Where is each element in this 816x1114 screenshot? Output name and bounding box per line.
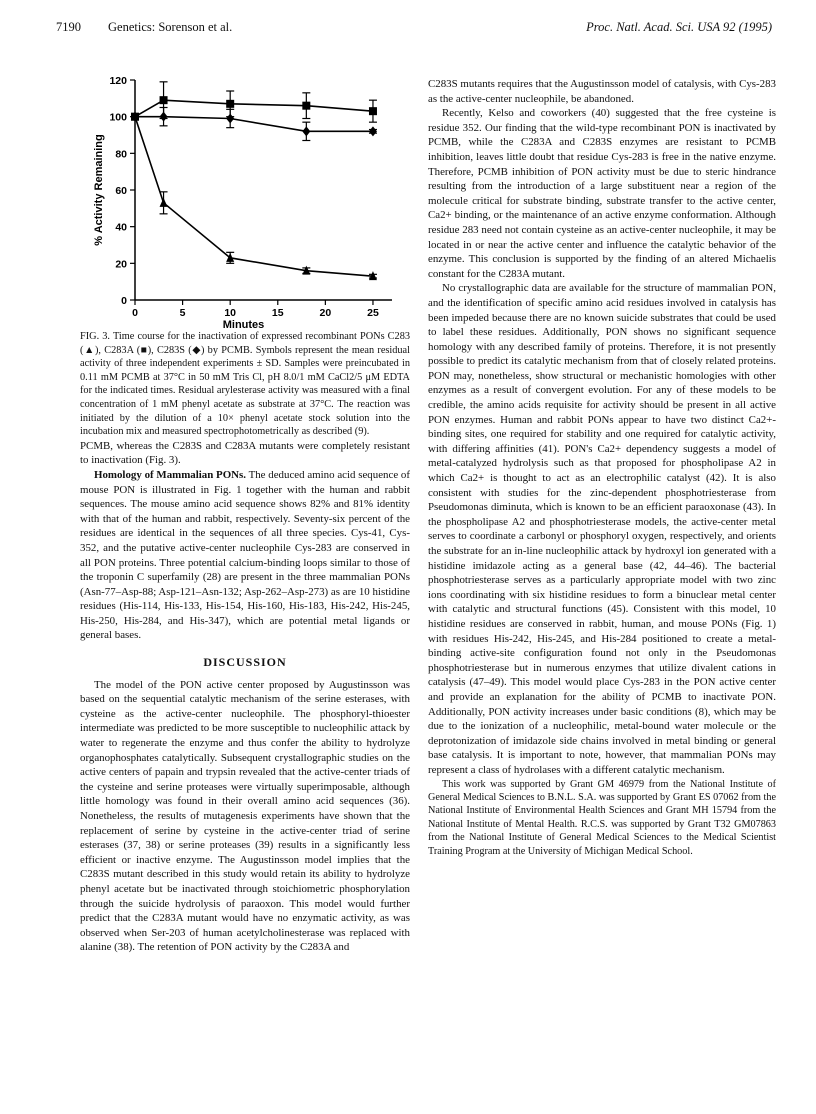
right-paragraph-0: C283S mutants requires that the Augustinsson model of catalysis, with Cys-283 as the active-center nucleophile, be abandoned. — [428, 78, 776, 105]
y-tick-label: 40 — [115, 221, 127, 234]
homology-heading: Homology of Mammalian PONs. — [94, 468, 246, 481]
right-column — [428, 77, 776, 858]
discussion-paragraph-1: The model of the PON active center proposed by Augustinsson was based on the sequential catalytic mechanism of the serine esterases, with cysteine as the active-center nucleophile. The phosphoryl-thioester intermediate was predicted to be more susceptible to nucleophilic attack by water to regenerate the enzyme and thus confer the ability to hydrolyze organophosphates catalytically. Subsequent crystallographic studies on the active centers of papain and trypsin revealed that the active-center triads of the cysteine and serine proteases were virtually superimposable, although little homology was found in their overall amino acid sequences (36). Nonetheless, the results of mutagenesis experiments have shown that the replacement of serine by cysteine in the active-center triad of serine esterases (37, 38) or serine proteases (39) results in a significantly less efficient or inactive enzyme. The Augustinsson model implies that the C283S mutant described in this study would retain its ability to hydrolyze phenyl acetate but be inactivated through stoichiometric phosphorylation through the suicide hydrolysis of paraoxon. This model would further predict that the C283A mutant would have no enzymatic activity, as was observed when Ser-203 of human acetylcholinesterase was replaced with alanine (38). The retention of PON activity by the C283A and — [80, 678, 410, 954]
marker-c283a — [302, 102, 310, 110]
marker-c283s — [369, 126, 377, 136]
y-tick-label: 80 — [115, 148, 127, 161]
homology-text: The deduced amino acid sequence of mouse PON is illustrated in Fig. 1 together with the human and rabbit sequences. The mouse amino acid sequence shows 82% and 81% identity with that of the human and rabbit, respectively. Seventy-six percent of the residues are identical in the sequences of all three species. Cys-41, Cys-352, and the putative active-center nucleophile Cys-283 are conserved in all PON proteins. Three potential calcium-binding loops similar to those of the troponin C superfamily (28) are present in the three mammalian PONs (Asn-77–Asp-88; Asp-121–Asn-132; Asp-262–Asp-273) as are 10 histidine residues (His-114, His-133, His-154, His-160, His-183, His-242, His-245, His-250, His-284, and His-347), which are potential metal ligands or general bases. — [80, 468, 410, 642]
page-header — [56, 20, 772, 40]
series-line-c283 — [135, 117, 373, 277]
series-line-c283a — [135, 100, 373, 117]
figure-caption — [80, 330, 410, 439]
marker-c283a — [369, 107, 377, 115]
x-tick-label: 15 — [271, 307, 284, 319]
marker-c283a — [226, 100, 234, 108]
left-paragraph-1: PCMB, whereas the C283S and C283A mutants were completely resistant to inactivation (Fig. 3). — [80, 439, 410, 467]
journal-section: Genetics: Sorenson et al. — [108, 20, 233, 34]
y-tick-label: 60 — [115, 185, 127, 197]
marker-c283a — [160, 96, 168, 104]
marker-c283s — [302, 126, 310, 136]
x-tick-label: 20 — [319, 307, 332, 319]
caption-text: Time course for the inactivation of expressed recombinant PONs C283 (▲), C283A (■), C283S (◆) by PCMB. Symbols represent the mean residual activity of three independent experiments ± SD. Samples were preincubated in 0.11 mM PCMB at 37°C in 50 mM Tris Cl, pH 8.0/1 mM CaCl2/5 μM EDTA for the indicated times. Residual arylesterase activity was measured with a final concentration of 1 mM phenyl acetate as substrate at 37°C. The reaction was initiated by the dilution of a 10× phenyl acetate stock solution into the incubation mix and measured spectrophotometrically as described (9). — [80, 331, 411, 438]
y-axis-label: % Activity Remaining — [93, 134, 105, 246]
homology-paragraph — [80, 468, 410, 643]
left-column — [80, 70, 410, 955]
x-tick-label: 25 — [367, 307, 379, 319]
x-axis-label: Minutes — [222, 319, 265, 330]
marker-c283 — [160, 198, 168, 207]
y-tick-label: 20 — [115, 258, 127, 271]
right-paragraph-2: No crystallographic data are available for the structure of mammalian PON, and the identification of specific amino acid residues involved in catalysis has been impeded because there are no known suicide substrates that could be used to label these residues. Additionally, PON shows no significant sequence homology with any described family of proteins. Therefore, it is not presently possible to predict its catalytic mechanism from that of closely related proteins. PON may, nonetheless, show structural or mechanistic homologies with other enzymes as a result of convergent evolution. For any of these models to be credible, the amino acids requisite for activity should be present in all active PON enzymes. Human and rabbit PONs appear to have two distinct Ca2+-binding sites, one required for stability and one required for catalytic activity, with differing affinities (41). PON's Ca2+ dependency suggests a model of metal-catalyzed hydrolysis such as that proposed for phospholipase A2 in which Ca2+ is thought to act as an electrophilic catalyst (42). It is also consistent with studies for the zinc-dependent phosphotriesterase from Pseudomonas diminuta, which is known to be an efficient paraoxonase (43). In the phospholipase A2 and phosphotriesterase models, the active-center metal serves to coordinate a carbonyl or phosphoryl oxygen, respectively, and orients the substrate for an in-line nucleophilic attack by hydroxyl ion generated with a histidine imidazole acting as a general base (42, 44–46). The bacterial phosphotriesterase serves as a particularly appropriate model with two zinc ions coordinating with six histidine residues to form a binuclear metal center with catalytic and structural functions (45). Consistent with this model, 10 histidine residues are conserved in rabbit, human, and mouse PONs (Fig. 1) with residues His-242, His-245, and His-284 positioned to create a metal-binding active-site configuration found not only in the Pseudomonas phosphotriesterase but in numerous enzymes that utilize divalent cations in catalysis (47–49). This model would place Cys-283 in the PON active center and provide an explanation for the ability of PCMB to inactivate PON. Additionally, PON activity increases under basic conditions (8), which may be due to the ionization of a nucleophilic, metal-bound water molecule or the deprotonization of imidazole side chains involved in metal binding or general base catalysis. It is important to note, however, that mammalian PONs may represent a class of hydrolases with a different catalytic mechanism. — [428, 282, 776, 776]
x-tick-label: 0 — [132, 307, 138, 319]
marker-c283s — [226, 114, 234, 124]
discussion-heading: DISCUSSION — [203, 655, 287, 670]
activity-chart — [80, 70, 410, 330]
right-paragraph-1: Recently, Kelso and coworkers (40) suggested that the free cysteine is residue 352. Our finding that the wild-type recombinant PON is inactivated by PCMB, while the C283A and C283S enzymes are resistant to PCMB inhibition, leaves little doubt that residue Cys-283 is free in the native enzyme. Therefore, PCMB inhibition of PON activity must be due to steric hindrance resulting from the introduction of a large substituent near a region of the molecule critical for substrate binding, substrate transfer to the active center, Ca2+ binding, or the maintenance of an active enzyme conformation. Although residue 283 need not contain cysteine as an active-center nucleophile, it may be located in or near the active center and influence the catalytic behavior of the enzyme. This conclusion is supported by the finding of an altered Michaelis constant for the C283A mutant. — [428, 107, 776, 280]
acknowledgment: This work was supported by Grant GM 46979 from the National Institute of General Medical Sciences to B.N.L. S.A. was supported by Grant ES 07062 from the National Institute of Environmental Health Sciences and Grant MH 15794 from the National Institute of Mental Health. R.C.S. was supported by Grant T32 GM07863 from the National Institute of General Medical Sciences to the Medical Scientist Training Program at the University of Michigan Medical School. — [428, 778, 776, 857]
caption-label: FIG. 3. — [80, 331, 111, 342]
page-number: 7190 — [56, 20, 81, 34]
marker-c283 — [226, 253, 234, 262]
running-title: Proc. Natl. Acad. Sci. USA 92 (1995) — [586, 20, 772, 34]
x-tick-label: 5 — [179, 307, 186, 319]
figure-3 — [80, 70, 410, 330]
y-tick-label: 120 — [109, 75, 127, 87]
x-tick-label: 10 — [224, 307, 237, 319]
y-tick-label: 0 — [121, 295, 127, 307]
y-tick-label: 100 — [109, 111, 127, 124]
marker-c283s — [160, 112, 168, 122]
series-line-c283s — [135, 117, 373, 132]
